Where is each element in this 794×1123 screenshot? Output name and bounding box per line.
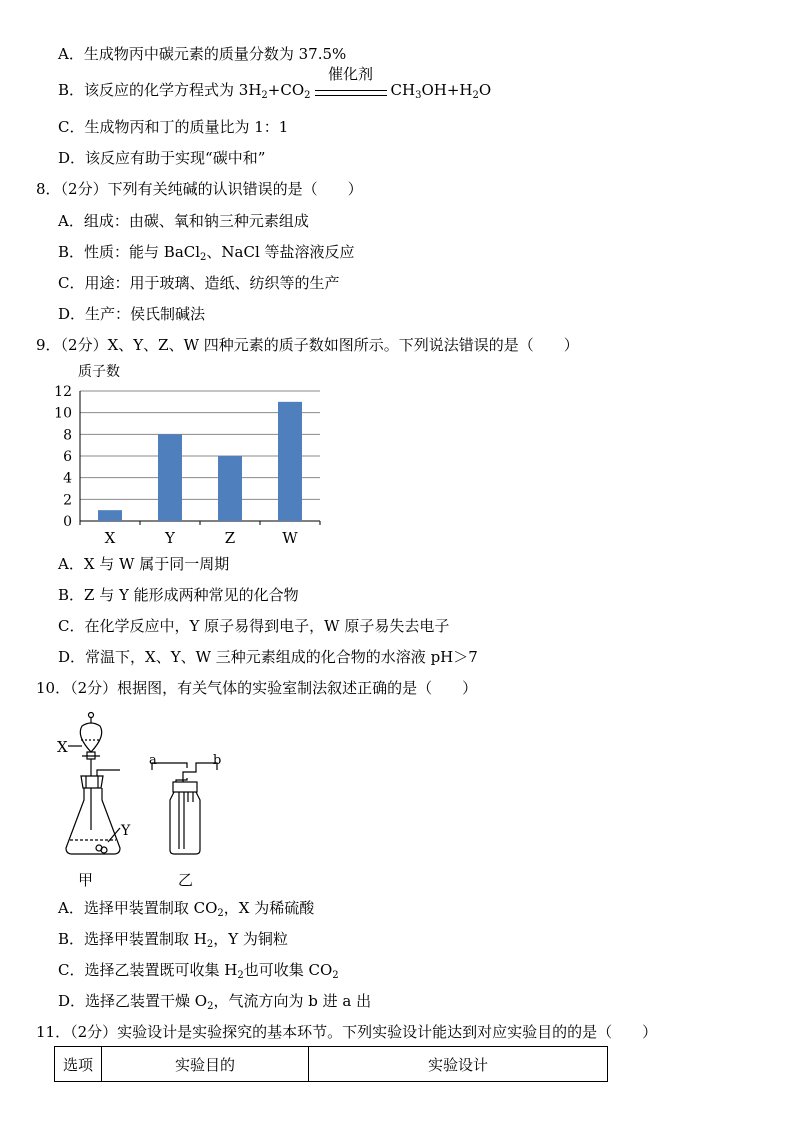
header-purpose: 实验目的: [102, 1047, 309, 1082]
q10-option-d: D．选择乙装置干燥 $O_2$，气流方向为 b 进 a 出: [58, 992, 372, 1012]
bar-y: [158, 434, 182, 521]
bar-x: [98, 510, 122, 521]
q7-option-c: C．生成物丙和丁的质量比为 1：1: [58, 118, 289, 136]
table-header-row: [55, 1047, 608, 1082]
y-tick-label: 8: [63, 427, 72, 444]
caption-jia: 甲: [78, 871, 94, 889]
q7-option-a: A．生成物丙中碳元素的质量分数为 37.5%: [58, 45, 347, 63]
x-tick-label: X: [104, 529, 116, 547]
q8-stem: 8．（2分）下列有关纯碱的认识错误的是（ ）: [36, 180, 363, 198]
caption-yi: 乙: [178, 871, 194, 889]
label-b: b: [213, 753, 222, 768]
q9-stem: 9．（2分）X、Y、Z、W 四种元素的质子数如图所示。下列说法错误的是（ ）: [36, 336, 579, 354]
catalyst-label: 催化剂: [328, 65, 374, 83]
label-x: X: [57, 738, 68, 756]
q10-option-b: B．选择甲装置制取 $H_2$，Y 为铜粒: [58, 930, 288, 950]
header-option: 选项: [55, 1047, 102, 1082]
gas-bottle: [152, 763, 217, 854]
gas-apparatus-diagram: [48, 708, 248, 893]
catalyst-arrow: [313, 65, 389, 100]
x-tick-label: W: [282, 529, 298, 547]
q9-option-b: B．Z 与 Y 能形成两种常见的化合物: [58, 586, 299, 604]
q7-option-b: B．该反应的化学方程式为 $3H_2+CO_2$ 催化剂 $CH_3OH+H_2O$: [58, 65, 492, 101]
conical-flask: [66, 788, 120, 854]
y-tick-label: 0: [63, 514, 72, 530]
q10-stem: 10．（2分）根据图，有关气体的实验室制法叙述正确的是（ ）: [36, 679, 478, 697]
q11-options-table: [54, 1046, 608, 1082]
q9-option-c: C．在化学反应中，Y 原子易得到电子，W 原子易失去电子: [58, 617, 450, 635]
q8-option-b: B．性质：能与 BaCl$_2$、NaCl 等盐溶液反应: [58, 243, 355, 263]
y-tick-label: 12: [54, 384, 72, 400]
stopper: [81, 776, 103, 788]
y-tick-label: 6: [63, 449, 72, 465]
y-tick-label: 10: [54, 405, 72, 422]
q8-option-a: A．组成：由碳、氧和钠三种元素组成: [58, 212, 309, 230]
bar-z: [218, 456, 242, 521]
q9-option-a: A．X 与 W 属于同一周期: [58, 555, 230, 573]
separatory-funnel: [80, 713, 101, 831]
label-a: a: [149, 753, 157, 768]
q10-option-a: A．选择甲装置制取 $CO_2$，X 为稀硫酸: [58, 899, 315, 919]
y-tick-label: 4: [63, 470, 72, 487]
q10-option-c: C．选择乙装置既可收集 $H_2$也可收集 $CO_2$: [58, 961, 339, 981]
chart-ylabel: 质子数: [78, 364, 120, 380]
label-y: Y: [121, 823, 131, 839]
x-tick-label: Y: [165, 529, 175, 547]
x-tick-label: Z: [224, 529, 236, 547]
q9-option-d: D．常温下，X、Y、W 三种元素组成的化合物的水溶液 pH＞7: [58, 648, 478, 666]
y-tick-label: 2: [63, 492, 72, 509]
q7-option-d: D．该反应有助于实现“碳中和”: [58, 149, 266, 167]
q11-stem: 11．（2分）实验设计是实验探究的基本环节。下列实验设计能达到对应实验目的的是（ ）: [36, 1023, 658, 1041]
bar-w: [278, 402, 302, 521]
q8-option-d: D．生产：侯氏制碱法: [58, 305, 206, 323]
q8-option-c: C．用途：用于玻璃、造纸、纺织等的生产: [58, 274, 340, 292]
proton-number-chart: [48, 362, 338, 552]
header-design: 实验设计: [309, 1047, 608, 1082]
